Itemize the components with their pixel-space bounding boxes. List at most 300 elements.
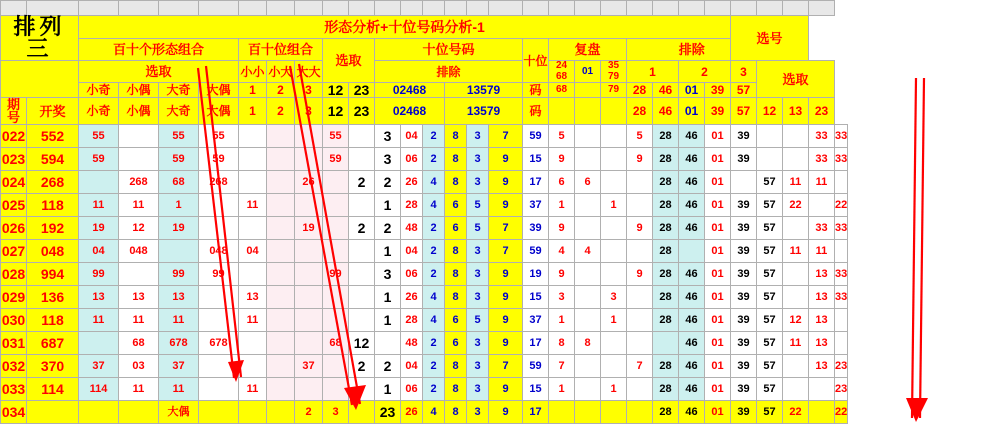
cell-shiwei-3[interactable]: 3 bbox=[467, 148, 489, 171]
cell-paichu-0[interactable]: 28 bbox=[653, 240, 679, 263]
cell-period[interactable]: 025 bbox=[1, 194, 27, 217]
cell-xuanhao-0[interactable] bbox=[783, 263, 809, 286]
cell-open[interactable]: 687 bbox=[27, 332, 79, 355]
cell-shiwei-3[interactable]: 5 bbox=[467, 194, 489, 217]
cell-shiwei-1[interactable]: 4 bbox=[423, 194, 445, 217]
cell-group2-2[interactable]: 68 bbox=[323, 332, 349, 355]
cell-form-1[interactable]: 13 bbox=[119, 286, 159, 309]
cell-shiwei-0[interactable]: 04 bbox=[401, 240, 423, 263]
cell-paichu-0[interactable] bbox=[653, 332, 679, 355]
cell-paichu-2[interactable]: 01 bbox=[705, 286, 731, 309]
cell-shiwei-2[interactable]: 8 bbox=[445, 401, 467, 424]
cell-form-select[interactable]: 11 bbox=[239, 378, 267, 401]
cell-shiwei-0[interactable]: 26 bbox=[401, 401, 423, 424]
cell-fupan-0[interactable] bbox=[575, 263, 601, 286]
table-row[interactable] bbox=[1, 240, 848, 263]
cell-shiwei-4[interactable]: 9 bbox=[489, 309, 523, 332]
cell-shiwei-2[interactable]: 8 bbox=[445, 263, 467, 286]
cell-shiwei-1[interactable]: 4 bbox=[423, 309, 445, 332]
cell-xuanhao-2[interactable]: 33 bbox=[835, 263, 848, 286]
cell-group2-0[interactable] bbox=[267, 148, 295, 171]
cell-xuanhao-0[interactable] bbox=[783, 125, 809, 148]
cell-open[interactable]: 192 bbox=[27, 217, 79, 240]
cell-form-select[interactable] bbox=[239, 332, 267, 355]
cell-shiwei-0[interactable]: 48 bbox=[401, 332, 423, 355]
table-row[interactable] bbox=[1, 194, 848, 217]
cell-pick-a[interactable]: 2 bbox=[349, 355, 375, 378]
cell-form-1[interactable]: 12 bbox=[119, 217, 159, 240]
cell-shiwei-4[interactable]: 9 bbox=[489, 401, 523, 424]
cell-fupan-2[interactable] bbox=[627, 194, 653, 217]
cell-shiwei-2[interactable]: 8 bbox=[445, 286, 467, 309]
cell-xuanhao-1[interactable]: 33 bbox=[809, 148, 835, 171]
cell-form-select[interactable] bbox=[239, 217, 267, 240]
cell-paichu-2[interactable]: 01 bbox=[705, 148, 731, 171]
col-letter-O[interactable] bbox=[445, 1, 467, 16]
col-letter-V[interactable] bbox=[627, 1, 653, 16]
cell-paichu-1[interactable]: 46 bbox=[679, 148, 705, 171]
cell-period[interactable]: 029 bbox=[1, 286, 27, 309]
cell-shiwei-3[interactable]: 5 bbox=[467, 309, 489, 332]
cell-fupan-2[interactable] bbox=[627, 378, 653, 401]
cell-shiwei-1[interactable]: 4 bbox=[423, 286, 445, 309]
cell-fupan-1[interactable] bbox=[601, 171, 627, 194]
cell-fupan-2[interactable]: 5 bbox=[627, 125, 653, 148]
cell-fupan-1[interactable]: 3 bbox=[601, 286, 627, 309]
cell-period[interactable]: 033 bbox=[1, 378, 27, 401]
cell-xuanhao-1[interactable]: 11 bbox=[809, 240, 835, 263]
cell-paichu-4[interactable]: 57 bbox=[757, 286, 783, 309]
cell-shiwei-2[interactable]: 8 bbox=[445, 171, 467, 194]
cell-form-1[interactable]: 048 bbox=[119, 240, 159, 263]
cell-shiwei-5[interactable]: 15 bbox=[523, 148, 549, 171]
table-row[interactable] bbox=[1, 148, 848, 171]
cell-shiwei-2[interactable]: 6 bbox=[445, 217, 467, 240]
cell-xuanhao-1[interactable]: 11 bbox=[809, 171, 835, 194]
cell-paichu-3[interactable]: 39 bbox=[731, 355, 757, 378]
cell-period[interactable]: 028 bbox=[1, 263, 27, 286]
cell-group2-0[interactable] bbox=[267, 378, 295, 401]
col-letter-AC[interactable] bbox=[809, 1, 835, 16]
cell-form-select[interactable]: 11 bbox=[239, 194, 267, 217]
cell-open[interactable]: 048 bbox=[27, 240, 79, 263]
cell-form-3[interactable]: 99 bbox=[199, 263, 239, 286]
cell-paichu-2[interactable]: 01 bbox=[705, 378, 731, 401]
cell-group2-2[interactable]: 99 bbox=[323, 263, 349, 286]
cell-paichu-0[interactable]: 28 bbox=[653, 217, 679, 240]
cell-shiwei-4[interactable]: 9 bbox=[489, 332, 523, 355]
cell-fupan-1[interactable]: 1 bbox=[601, 194, 627, 217]
cell-shiwei-5[interactable]: 17 bbox=[523, 171, 549, 194]
cell-paichu-1[interactable]: 46 bbox=[679, 217, 705, 240]
cell-period[interactable]: 026 bbox=[1, 217, 27, 240]
cell-shiwei-2[interactable]: 8 bbox=[445, 378, 467, 401]
table-row[interactable] bbox=[1, 171, 848, 194]
cell-pick-b[interactable]: 1 bbox=[375, 194, 401, 217]
cell-form-2[interactable]: 13 bbox=[159, 286, 199, 309]
cell-group2-1[interactable] bbox=[295, 148, 323, 171]
cell-fupan-1[interactable] bbox=[601, 125, 627, 148]
cell-xuanhao-1[interactable]: 13 bbox=[809, 309, 835, 332]
cell-form-1[interactable] bbox=[119, 401, 159, 424]
cell-paichu-4[interactable]: 57 bbox=[757, 194, 783, 217]
cell-shiwei-3[interactable]: 3 bbox=[467, 263, 489, 286]
cell-shiwei-unit[interactable]: 7 bbox=[549, 355, 575, 378]
col-letter-Z[interactable] bbox=[731, 1, 757, 16]
cell-fupan-1[interactable] bbox=[601, 332, 627, 355]
cell-group2-1[interactable] bbox=[295, 194, 323, 217]
cell-xuanhao-0[interactable]: 11 bbox=[783, 171, 809, 194]
cell-paichu-3[interactable] bbox=[731, 171, 757, 194]
col-letter-M[interactable] bbox=[401, 1, 423, 16]
cell-shiwei-3[interactable]: 3 bbox=[467, 240, 489, 263]
cell-fupan-0[interactable] bbox=[575, 401, 601, 424]
cell-group2-0[interactable] bbox=[267, 240, 295, 263]
cell-shiwei-5[interactable]: 17 bbox=[523, 401, 549, 424]
cell-shiwei-0[interactable]: 06 bbox=[401, 263, 423, 286]
cell-shiwei-2[interactable]: 8 bbox=[445, 125, 467, 148]
col-letter-H[interactable] bbox=[267, 1, 295, 16]
cell-paichu-4[interactable] bbox=[757, 125, 783, 148]
cell-pick-a[interactable] bbox=[349, 148, 375, 171]
cell-open[interactable]: 268 bbox=[27, 171, 79, 194]
col-letter-U[interactable] bbox=[601, 1, 627, 16]
cell-paichu-2[interactable]: 01 bbox=[705, 240, 731, 263]
cell-xuanhao-2[interactable]: 33 bbox=[835, 148, 848, 171]
cell-form-3[interactable]: 048 bbox=[199, 240, 239, 263]
cell-fupan-0[interactable] bbox=[575, 217, 601, 240]
cell-fupan-0[interactable] bbox=[575, 378, 601, 401]
cell-form-3[interactable]: 59 bbox=[199, 148, 239, 171]
cell-pick-b[interactable]: 2 bbox=[375, 217, 401, 240]
cell-shiwei-4[interactable]: 7 bbox=[489, 125, 523, 148]
cell-paichu-0[interactable]: 28 bbox=[653, 309, 679, 332]
cell-open[interactable]: 594 bbox=[27, 148, 79, 171]
cell-fupan-1[interactable]: 1 bbox=[601, 309, 627, 332]
cell-group2-2[interactable] bbox=[323, 378, 349, 401]
col-letter-G[interactable] bbox=[239, 1, 267, 16]
cell-group2-2[interactable] bbox=[323, 217, 349, 240]
cell-xuanhao-0[interactable]: 11 bbox=[783, 332, 809, 355]
cell-form-select[interactable] bbox=[239, 401, 267, 424]
cell-pick-b[interactable]: 2 bbox=[375, 355, 401, 378]
cell-form-2[interactable]: 55 bbox=[159, 125, 199, 148]
cell-paichu-4[interactable]: 57 bbox=[757, 263, 783, 286]
cell-xuanhao-1[interactable]: 13 bbox=[809, 286, 835, 309]
cell-xuanhao-2[interactable]: 33 bbox=[835, 125, 848, 148]
cell-pick-a[interactable] bbox=[349, 263, 375, 286]
cell-group2-0[interactable] bbox=[267, 263, 295, 286]
cell-fupan-0[interactable] bbox=[575, 309, 601, 332]
cell-group2-1[interactable] bbox=[295, 240, 323, 263]
cell-group2-1[interactable]: 26 bbox=[295, 171, 323, 194]
col-letter-J[interactable] bbox=[323, 1, 349, 16]
cell-fupan-2[interactable] bbox=[627, 286, 653, 309]
col-letter-Y[interactable] bbox=[705, 1, 731, 16]
cell-group2-2[interactable] bbox=[323, 309, 349, 332]
cell-shiwei-0[interactable]: 06 bbox=[401, 148, 423, 171]
cell-paichu-0[interactable]: 28 bbox=[653, 263, 679, 286]
cell-paichu-3[interactable]: 39 bbox=[731, 263, 757, 286]
cell-form-1[interactable] bbox=[119, 263, 159, 286]
col-letter-F[interactable] bbox=[199, 1, 239, 16]
cell-fupan-2[interactable]: 9 bbox=[627, 263, 653, 286]
cell-form-select[interactable] bbox=[239, 125, 267, 148]
col-letter-AA[interactable] bbox=[757, 1, 783, 16]
cell-paichu-2[interactable]: 01 bbox=[705, 263, 731, 286]
cell-paichu-2[interactable]: 01 bbox=[705, 332, 731, 355]
cell-paichu-4[interactable]: 57 bbox=[757, 401, 783, 424]
cell-form-1[interactable]: 68 bbox=[119, 332, 159, 355]
cell-fupan-2[interactable] bbox=[627, 309, 653, 332]
cell-shiwei-3[interactable]: 3 bbox=[467, 286, 489, 309]
cell-group2-2[interactable] bbox=[323, 240, 349, 263]
cell-xuanhao-2[interactable]: 33 bbox=[835, 217, 848, 240]
table-row[interactable] bbox=[1, 378, 848, 401]
cell-open[interactable]: 114 bbox=[27, 378, 79, 401]
cell-fupan-2[interactable] bbox=[627, 240, 653, 263]
cell-xuanhao-0[interactable]: 22 bbox=[783, 194, 809, 217]
cell-shiwei-2[interactable]: 8 bbox=[445, 148, 467, 171]
cell-form-3[interactable] bbox=[199, 286, 239, 309]
cell-fupan-0[interactable] bbox=[575, 355, 601, 378]
cell-pick-b[interactable]: 1 bbox=[375, 240, 401, 263]
cell-group2-1[interactable]: 37 bbox=[295, 355, 323, 378]
cell-shiwei-4[interactable]: 7 bbox=[489, 355, 523, 378]
cell-fupan-0[interactable] bbox=[575, 194, 601, 217]
cell-period[interactable]: 027 bbox=[1, 240, 27, 263]
cell-form-0[interactable]: 99 bbox=[79, 263, 119, 286]
cell-shiwei-1[interactable]: 2 bbox=[423, 217, 445, 240]
cell-pick-b[interactable]: 3 bbox=[375, 125, 401, 148]
cell-shiwei-3[interactable]: 3 bbox=[467, 378, 489, 401]
cell-form-0[interactable]: 11 bbox=[79, 309, 119, 332]
cell-xuanhao-1[interactable] bbox=[809, 194, 835, 217]
cell-shiwei-0[interactable]: 04 bbox=[401, 355, 423, 378]
col-letter-K[interactable] bbox=[349, 1, 375, 16]
cell-xuanhao-0[interactable] bbox=[783, 148, 809, 171]
cell-period[interactable]: 031 bbox=[1, 332, 27, 355]
col-letter-S[interactable] bbox=[549, 1, 575, 16]
cell-form-2[interactable] bbox=[159, 240, 199, 263]
cell-open[interactable]: 136 bbox=[27, 286, 79, 309]
cell-xuanhao-2[interactable]: 22 bbox=[835, 194, 848, 217]
cell-form-3[interactable] bbox=[199, 355, 239, 378]
col-letter-C[interactable] bbox=[79, 1, 119, 16]
cell-group2-0[interactable] bbox=[267, 194, 295, 217]
cell-pick-a[interactable] bbox=[349, 401, 375, 424]
cell-period[interactable]: 030 bbox=[1, 309, 27, 332]
cell-xuanhao-2[interactable] bbox=[835, 332, 848, 355]
cell-xuanhao-0[interactable] bbox=[783, 286, 809, 309]
cell-fupan-0[interactable]: 4 bbox=[575, 240, 601, 263]
table-row[interactable] bbox=[1, 286, 848, 309]
cell-pick-a[interactable] bbox=[349, 309, 375, 332]
cell-shiwei-unit[interactable]: 9 bbox=[549, 148, 575, 171]
cell-shiwei-1[interactable]: 2 bbox=[423, 332, 445, 355]
cell-group2-1[interactable] bbox=[295, 309, 323, 332]
cell-paichu-2[interactable]: 01 bbox=[705, 355, 731, 378]
cell-form-0[interactable]: 13 bbox=[79, 286, 119, 309]
cell-form-select[interactable] bbox=[239, 171, 267, 194]
cell-shiwei-4[interactable]: 7 bbox=[489, 217, 523, 240]
cell-form-1[interactable]: 11 bbox=[119, 378, 159, 401]
cell-paichu-3[interactable]: 39 bbox=[731, 309, 757, 332]
cell-shiwei-2[interactable]: 6 bbox=[445, 309, 467, 332]
cell-pick-a[interactable] bbox=[349, 286, 375, 309]
cell-form-0[interactable]: 11 bbox=[79, 194, 119, 217]
cell-shiwei-unit[interactable]: 4 bbox=[549, 240, 575, 263]
col-letter-L[interactable] bbox=[375, 1, 401, 16]
cell-xuanhao-0[interactable] bbox=[783, 355, 809, 378]
cell-shiwei-unit[interactable]: 3 bbox=[549, 286, 575, 309]
cell-shiwei-unit[interactable]: 5 bbox=[549, 125, 575, 148]
cell-shiwei-1[interactable]: 2 bbox=[423, 240, 445, 263]
cell-shiwei-1[interactable]: 2 bbox=[423, 378, 445, 401]
cell-shiwei-5[interactable]: 59 bbox=[523, 240, 549, 263]
cell-group2-0[interactable] bbox=[267, 332, 295, 355]
cell-group2-2[interactable]: 59 bbox=[323, 148, 349, 171]
cell-xuanhao-2[interactable]: 23 bbox=[835, 378, 848, 401]
cell-shiwei-5[interactable]: 37 bbox=[523, 194, 549, 217]
cell-paichu-0[interactable]: 28 bbox=[653, 401, 679, 424]
cell-group2-0[interactable] bbox=[267, 286, 295, 309]
table-row[interactable] bbox=[1, 355, 848, 378]
cell-paichu-1[interactable]: 46 bbox=[679, 309, 705, 332]
cell-group2-0[interactable] bbox=[267, 309, 295, 332]
cell-group2-2[interactable] bbox=[323, 194, 349, 217]
cell-shiwei-4[interactable]: 9 bbox=[489, 378, 523, 401]
cell-form-select[interactable]: 11 bbox=[239, 309, 267, 332]
cell-fupan-2[interactable] bbox=[627, 171, 653, 194]
cell-fupan-1[interactable] bbox=[601, 217, 627, 240]
cell-shiwei-3[interactable]: 3 bbox=[467, 171, 489, 194]
cell-shiwei-1[interactable]: 4 bbox=[423, 401, 445, 424]
col-letter-T[interactable] bbox=[575, 1, 601, 16]
cell-period[interactable]: 023 bbox=[1, 148, 27, 171]
cell-shiwei-1[interactable]: 4 bbox=[423, 171, 445, 194]
cell-paichu-4[interactable]: 57 bbox=[757, 332, 783, 355]
cell-form-0[interactable] bbox=[79, 401, 119, 424]
cell-form-2[interactable]: 68 bbox=[159, 171, 199, 194]
cell-form-2[interactable]: 37 bbox=[159, 355, 199, 378]
cell-group2-0[interactable] bbox=[267, 401, 295, 424]
cell-xuanhao-1[interactable]: 33 bbox=[809, 125, 835, 148]
cell-pick-b[interactable]: 3 bbox=[375, 148, 401, 171]
cell-fupan-1[interactable] bbox=[601, 240, 627, 263]
table-row[interactable] bbox=[1, 309, 848, 332]
cell-xuanhao-2[interactable]: 22 bbox=[835, 401, 848, 424]
cell-form-0[interactable]: 59 bbox=[79, 148, 119, 171]
cell-shiwei-4[interactable]: 9 bbox=[489, 286, 523, 309]
cell-shiwei-3[interactable]: 3 bbox=[467, 355, 489, 378]
cell-paichu-4[interactable] bbox=[757, 148, 783, 171]
cell-shiwei-0[interactable]: 06 bbox=[401, 378, 423, 401]
cell-form-select[interactable] bbox=[239, 148, 267, 171]
cell-paichu-1[interactable] bbox=[679, 240, 705, 263]
cell-paichu-1[interactable]: 46 bbox=[679, 286, 705, 309]
cell-shiwei-5[interactable]: 19 bbox=[523, 263, 549, 286]
cell-form-3[interactable]: 268 bbox=[199, 171, 239, 194]
cell-form-3[interactable]: 55 bbox=[199, 125, 239, 148]
cell-fupan-0[interactable]: 6 bbox=[575, 171, 601, 194]
cell-xuanhao-1[interactable] bbox=[809, 378, 835, 401]
cell-shiwei-0[interactable]: 26 bbox=[401, 286, 423, 309]
col-letter-N[interactable] bbox=[423, 1, 445, 16]
cell-xuanhao-2[interactable] bbox=[835, 171, 848, 194]
cell-shiwei-1[interactable]: 2 bbox=[423, 148, 445, 171]
cell-shiwei-3[interactable]: 3 bbox=[467, 332, 489, 355]
cell-paichu-3[interactable]: 39 bbox=[731, 148, 757, 171]
cell-pick-a[interactable] bbox=[349, 378, 375, 401]
cell-shiwei-unit[interactable]: 9 bbox=[549, 263, 575, 286]
cell-shiwei-unit[interactable]: 1 bbox=[549, 194, 575, 217]
cell-shiwei-5[interactable]: 17 bbox=[523, 332, 549, 355]
cell-shiwei-3[interactable]: 3 bbox=[467, 125, 489, 148]
table-row[interactable] bbox=[1, 332, 848, 355]
cell-shiwei-1[interactable]: 2 bbox=[423, 263, 445, 286]
cell-shiwei-unit[interactable]: 6 bbox=[549, 171, 575, 194]
cell-form-3[interactable]: 678 bbox=[199, 332, 239, 355]
cell-paichu-2[interactable]: 01 bbox=[705, 171, 731, 194]
cell-period[interactable]: 022 bbox=[1, 125, 27, 148]
cell-form-0[interactable]: 37 bbox=[79, 355, 119, 378]
cell-period[interactable]: 032 bbox=[1, 355, 27, 378]
col-letter-D[interactable] bbox=[119, 1, 159, 16]
cell-paichu-3[interactable]: 39 bbox=[731, 194, 757, 217]
cell-pick-b[interactable]: 1 bbox=[375, 286, 401, 309]
cell-shiwei-unit[interactable]: 9 bbox=[549, 217, 575, 240]
cell-group2-2[interactable] bbox=[323, 171, 349, 194]
cell-paichu-4[interactable]: 57 bbox=[757, 171, 783, 194]
table-row[interactable] bbox=[1, 401, 848, 424]
cell-xuanhao-1[interactable]: 13 bbox=[809, 332, 835, 355]
cell-shiwei-5[interactable]: 39 bbox=[523, 217, 549, 240]
cell-paichu-3[interactable]: 39 bbox=[731, 286, 757, 309]
cell-paichu-1[interactable]: 46 bbox=[679, 194, 705, 217]
cell-shiwei-0[interactable]: 04 bbox=[401, 125, 423, 148]
cell-paichu-1[interactable]: 46 bbox=[679, 378, 705, 401]
cell-shiwei-4[interactable]: 7 bbox=[489, 240, 523, 263]
cell-paichu-1[interactable]: 46 bbox=[679, 332, 705, 355]
cell-paichu-3[interactable]: 39 bbox=[731, 332, 757, 355]
cell-group2-1[interactable]: 19 bbox=[295, 217, 323, 240]
cell-open[interactable] bbox=[27, 401, 79, 424]
cell-open[interactable]: 118 bbox=[27, 309, 79, 332]
cell-period[interactable]: 034 bbox=[1, 401, 27, 424]
cell-form-0[interactable] bbox=[79, 171, 119, 194]
cell-paichu-4[interactable]: 57 bbox=[757, 217, 783, 240]
cell-shiwei-0[interactable]: 48 bbox=[401, 217, 423, 240]
col-letter-AB[interactable] bbox=[783, 1, 809, 16]
cell-fupan-1[interactable]: 1 bbox=[601, 378, 627, 401]
cell-group2-2[interactable] bbox=[323, 286, 349, 309]
cell-paichu-1[interactable]: 46 bbox=[679, 171, 705, 194]
cell-fupan-0[interactable]: 8 bbox=[575, 332, 601, 355]
cell-xuanhao-1[interactable]: 13 bbox=[809, 355, 835, 378]
cell-shiwei-4[interactable]: 9 bbox=[489, 194, 523, 217]
cell-shiwei-5[interactable]: 15 bbox=[523, 378, 549, 401]
cell-pick-b[interactable]: 23 bbox=[375, 401, 401, 424]
cell-pick-b[interactable] bbox=[375, 332, 401, 355]
cell-form-1[interactable] bbox=[119, 148, 159, 171]
cell-paichu-3[interactable]: 39 bbox=[731, 240, 757, 263]
col-letter-E[interactable] bbox=[159, 1, 199, 16]
cell-pick-b[interactable]: 1 bbox=[375, 378, 401, 401]
cell-paichu-0[interactable]: 28 bbox=[653, 148, 679, 171]
cell-shiwei-3[interactable]: 5 bbox=[467, 217, 489, 240]
cell-pick-b[interactable]: 3 bbox=[375, 263, 401, 286]
